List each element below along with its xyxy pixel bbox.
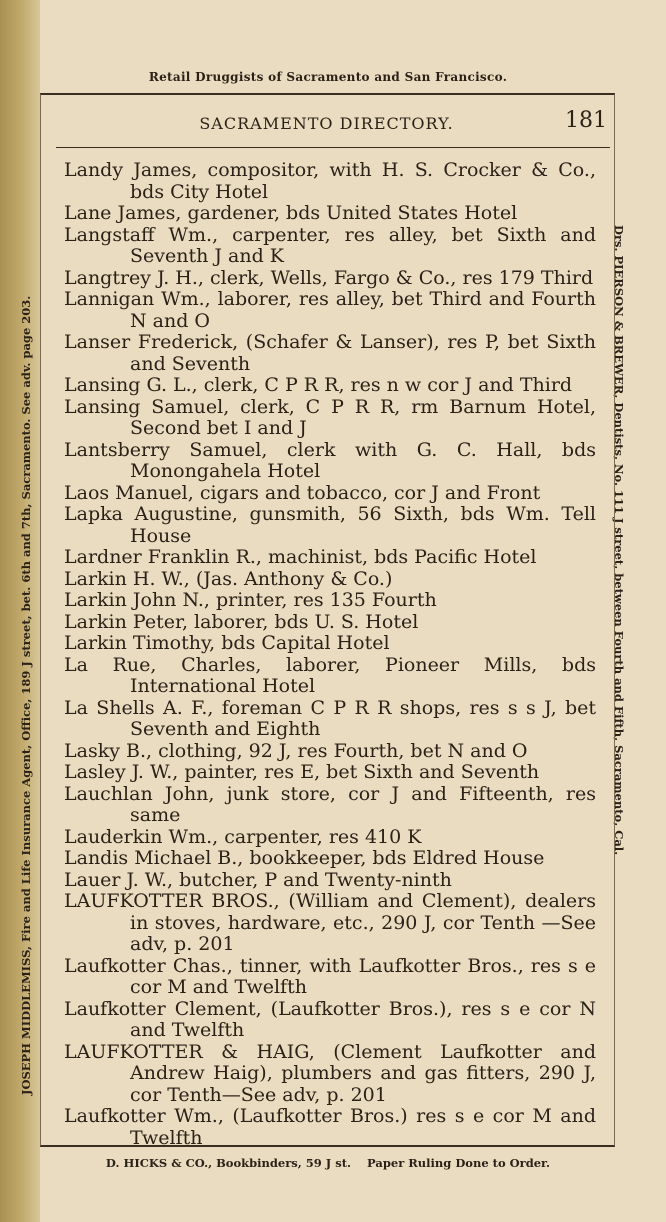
directory-entry: Laos Manuel, cigars and tobacco, cor J and Front [64,481,541,504]
directory-entry: Larkin H. W., (Jas. Anthony & Co.) [64,567,393,590]
directory-entry: Laufkotter Chas., tinner, with Laufkotter Bros., res s e cor M and Twelfth [64,954,596,998]
directory-entry: Lardner Franklin R., machinist, bds Pacific Hotel [64,546,537,568]
directory-entry: Lauer J. W., butcher, P and Twenty-ninth [64,868,452,891]
directory-entry: Lansing G. L., clerk, C P R R, res n w cor J and Third [64,374,573,396]
directory-entry: La Rue, Charles, laborer, Pioneer Mills, bds International Hotel [64,653,596,697]
directory-entry: Langstaff Wm., carpenter, res alley, bet Sixth and Seventh J and K [64,223,596,267]
left-margin-advertisement: JOSEPH MIDDLEMISS, Fire and Life Insurance Agent, Office, 189 J street, bet. 6th and 7th, Sacramento. See adv. page 203. [19,295,33,1095]
top-advertisement: Retail Druggists of Sacramento and San Francisco. [148,70,508,84]
page-title: SACRAMENTO DIRECTORY. [199,114,454,133]
directory-entry: Landis Michael B., bookkeeper, bds Eldred House [64,847,545,869]
directory-entry: LAUFKOTTER BROS., (William and Clement), dealers in stoves, hardware, etc., 290 J, cor Tenth —See adv, p. 201 [64,890,596,955]
header-rule [56,147,610,148]
directory-entry: Larkin Timothy, bds Capital Hotel [64,632,390,654]
directory-entry: Langtrey J. H., clerk, Wells, Fargo & Co., res 179 Third [64,266,594,289]
directory-entry: Lannigan Wm., laborer, res alley, bet Third and Fourth N and O [64,288,596,332]
directory-entry: Lane James, gardener, bds United States Hotel [64,202,518,224]
directory-listing [64,160,596,1149]
bottom-advertisement: D. HICKS & CO., Bookbinders, 59 J st. Paper Ruling Done to Order. [105,1156,551,1170]
directory-entry: Laufkotter Clement, (Laufkotter Bros.), res s e cor N and Twelfth [64,997,596,1041]
running-header [40,110,613,142]
directory-entry: Lasky B., clothing, 92 J, res Fourth, bet N and O [64,739,528,762]
directory-entry: Lauchlan John, junk store, cor J and Fifteenth, res same [64,782,596,826]
directory-entry: Lapka Augustine, gunsmith, 56 Sixth, bds Wm. Tell House [64,503,596,547]
page-number: 181 [565,108,607,133]
directory-entry: LAUFKOTTER & HAIG, (Clement Laufkotter and Andrew Haig), plumbers and gas fitters, 290 J, cor Tenth—See adv, p. 201 [64,1040,596,1106]
directory-entry: Lanser Frederick, (Schafer & Lanser), res P, bet Sixth and Seventh [64,331,596,375]
directory-entry: Lasley J. W., painter, res E, bet Sixth and Seventh [64,761,540,783]
directory-entry: Landy James, compositor, with H. S. Crocker & Co., bds City Hotel [64,159,596,203]
directory-entry: Laufkotter Wm., (Laufkotter Bros.) res s e cor M and Twelfth [64,1105,596,1149]
right-margin-advertisement: Drs. PIERSON & BREWER, Dentists, No. 111 J street, between Fourth and Fifth, Sacramento, Cal. [612,225,626,856]
directory-entry: Lantsberry Samuel, clerk with G. C. Hall, bds Monongahela Hotel [64,438,596,482]
directory-entry: Larkin John N., printer, res 135 Fourth [64,589,437,611]
directory-entry: Larkin Peter, laborer, bds U. S. Hotel [64,610,419,633]
directory-entry: La Shells A. F., foreman C P R R shops, res s s J, bet Seventh and Eighth [64,696,596,740]
directory-entry: Lansing Samuel, clerk, C P R R, rm Barnum Hotel, Second bet I and J [64,395,596,439]
directory-entry: Lauderkin Wm., carpenter, res 410 K [64,825,422,848]
